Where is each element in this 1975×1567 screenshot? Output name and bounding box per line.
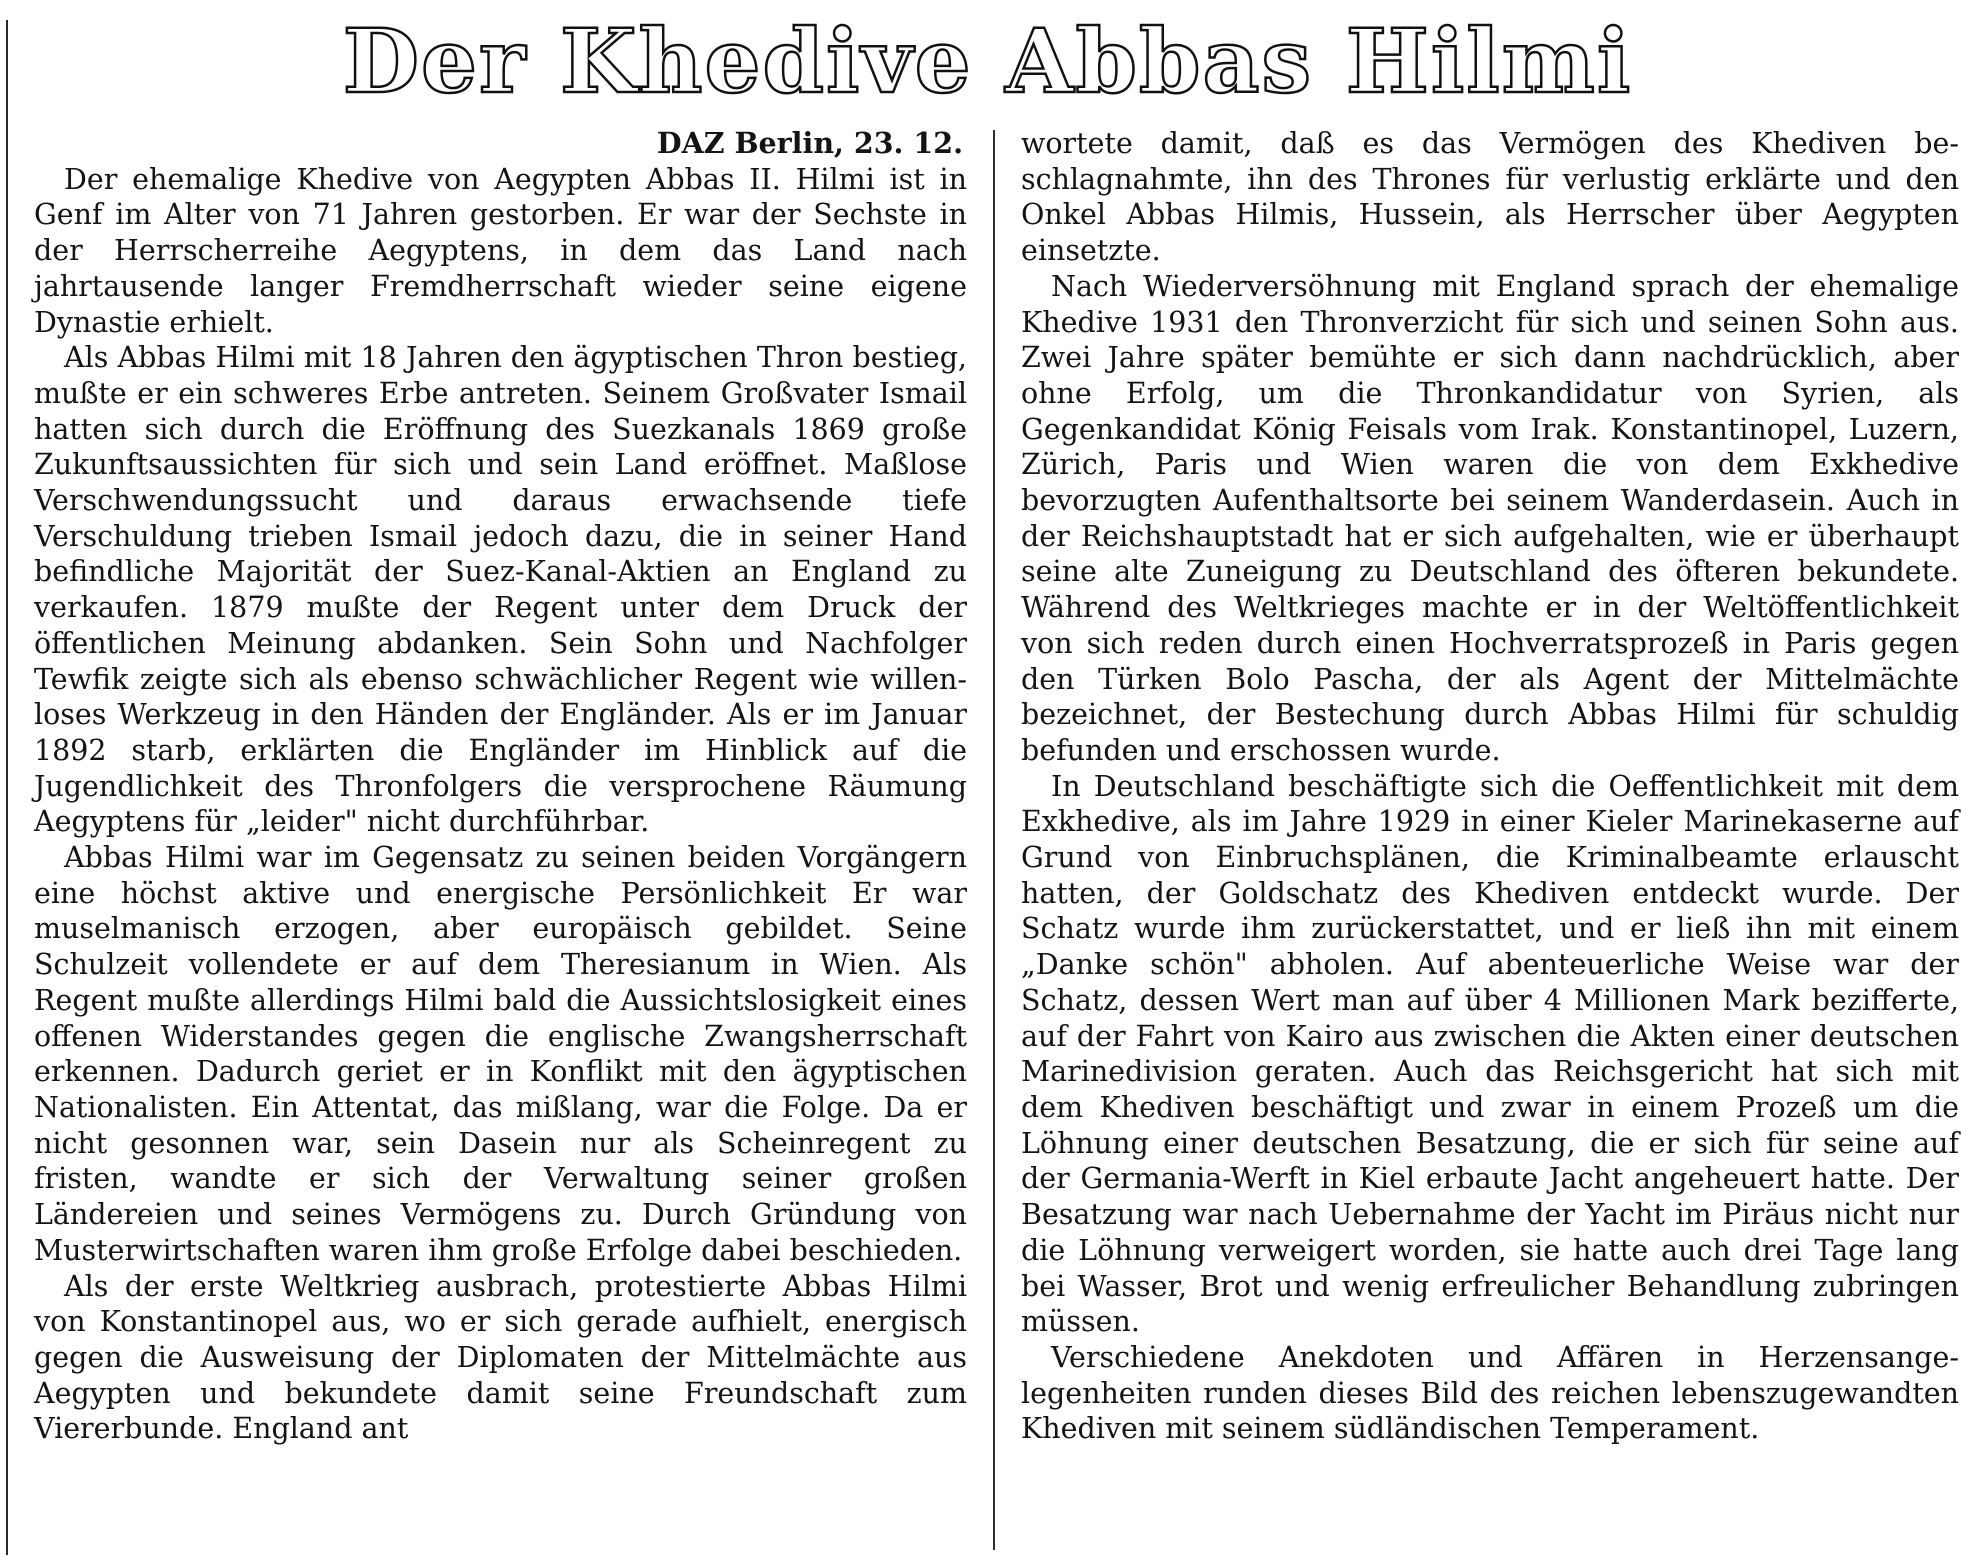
dateline: DAZ Berlin, 23. 12.: [656, 126, 963, 160]
column-divider: [993, 130, 995, 1550]
left-margin-rule: [6, 20, 8, 1555]
paragraph-continuation: wortete damit, daß es das Vermögen des Khediven beschlagnahmte, ihn des Thrones für verlustig erklärte und den Onkel Abbas Hilmis, Hussein, als Herrscher über Aegypten einsetzte.: [1021, 127, 1959, 268]
paragraph: Als Abbas Hilmi mit 18 Jahren den ägyptischen Thron bestieg, mußte er ein schweres Erbe antreten. Seinem Großvater Ismail hatten sich durch die Eröffnung des Suezkanals 1869 große Zukunftsaussichten für sich und sein Land eröffnet. Maßlose Verschwendungssucht und daraus erwachsende tiefe Verschuldung trieben Ismail jedoch dazu, die in seiner Hand befindliche Majorität der Suez-Kanal-Aktien an England zu verkaufen. 1879 mußte der Regent unter dem Druck der öffentlichen Meinung abdanken. Sein Sohn und Nachfolger Tewfik zeigte sich als ebenso schwächlicher Regent wie willenloses Werkzeug in den Händen der Engländer. Als er im Januar 1892 starb, erklärten die Engländer im Hinblick auf die Jugendlichkeit des Thronfolgers die versprochene Räumung Aegyptens für „leider" nicht durchführbar.: [34, 341, 967, 839]
paragraph: Nach Wiederversöhnung mit England sprach der ehemalige Khedive 1931 den Thronverzicht für sich und seinen Sohn aus. Zwei Jahre später bemühte er sich dann nachdrücklich, aber ohne Erfolg, um die Thronkandidatur von Syrien, als Gegenkandidat König Feisals vom Irak. Konstantinopel, Luzern, Zürich, Paris und Wien waren die von dem Exkhedive bevorzugten Aufenthaltsorte bei seinem Wanderdasein. Auch in der Reichshauptstadt hat er sich aufgehalten, wie er überhaupt seine alte Zuneigung zu Deutschland des öfteren bekundete. Während des Weltkrieges machte er in der Weltöffentlichkeit von sich reden durch einen Hochverratsprozeß in Paris gegen den Türken Bolo Pascha, der als Agent der Mittelmächte bezeichnet, der Bestechung durch Abbas Hilmi für schuldig befunden und erschossen wurde.: [1021, 269, 1959, 767]
paragraph: Der ehemalige Khedive von Aegypten Abbas II. Hilmi ist in Genf im Alter von 71 Jahren gestorben. Er war der Sechste in der Herrscherreihe Aegyptens, in dem das Land nach jahrtausende langer Fremdherrschaft wieder seine eigene Dynastie erhielt.: [34, 162, 967, 339]
paragraph: Abbas Hilmi war im Gegensatz zu seinen beiden Vorgängern eine höchst aktive und energische Persönlichkeit Er war muselmanisch erzogen, aber europäisch gebildet. Seine Schulzeit vollendete er auf dem Theresianum in Wien. Als Regent mußte allerdings Hilmi bald die Aussichtslosigkeit eines offenen Widerstandes gegen die englische Zwangsherrschaft erkennen. Dadurch geriet er in Konflikt mit den ägyptischen Nationalisten. Ein Attentat, das mißlang, war die Folge. Da er nicht gesonnen war, sein Dasein nur als Scheinregent zu fristen, wandte er sich der Verwaltung seiner großen Ländereien und seines Vermögens zu. Durch Gründung von Musterwirtschaften waren ihm große Erfolge dabei beschieden.: [34, 841, 967, 1267]
right-column: [1021, 126, 1959, 1447]
left-column: [34, 126, 967, 1447]
paragraph: Verschiedene Anekdoten und Affären in Herzensangelegenheiten runden dieses Bild des reichen lebenszugewandten Khediven mit seinem südländischen Temperament.: [1021, 1340, 1959, 1446]
paragraph: Als der erste Weltkrieg ausbrach, protestierte Abbas Hilmi von Konstantinopel aus, wo er sich gerade aufhielt, energisch gegen die Ausweisung der Diplomaten der Mittelmächte aus Aegypten und bekundete damit seine Freundschaft zum Viererbunde. England ant: [34, 1269, 967, 1446]
paragraph: In Deutschland beschäftigte sich die Oeffentlichkeit mit dem Exkhedive, als im Jahre 1929 in einer Kieler Marinekaserne auf Grund von Einbruchsplänen, die Kriminalbeamte erlauscht hatten, der Goldschatz des Khediven entdeckt wurde. Der Schatz wurde ihm zurückerstattet, und er ließ ihn mit einem „Danke schön" abholen. Auf abenteuerliche Weise war der Schatz, dessen Wert man auf über 4 Millionen Mark bezifferte, auf der Fahrt von Kairo aus zwischen die Akten einer deutschen Marinedivision geraten. Auch das Reichsgericht hat sich mit dem Khediven beschäftigt und zwar in einem Prozeß um die Löhnung einer deutschen Besatzung, die er sich für seine auf der Germania-Werft in Kiel erbaute Jacht angeheuert hatte. Der Besatzung war nach Uebernahme der Yacht im Piräus nicht nur die Löhnung verweigert worden, sie hatte auch drei Tage lang bei Wasser, Brot und wenig erfreulicher Behandlung zubringen müssen.: [1021, 769, 1959, 1339]
article-headline: Der Khedive Abbas Hilmi: [342, 9, 1633, 113]
